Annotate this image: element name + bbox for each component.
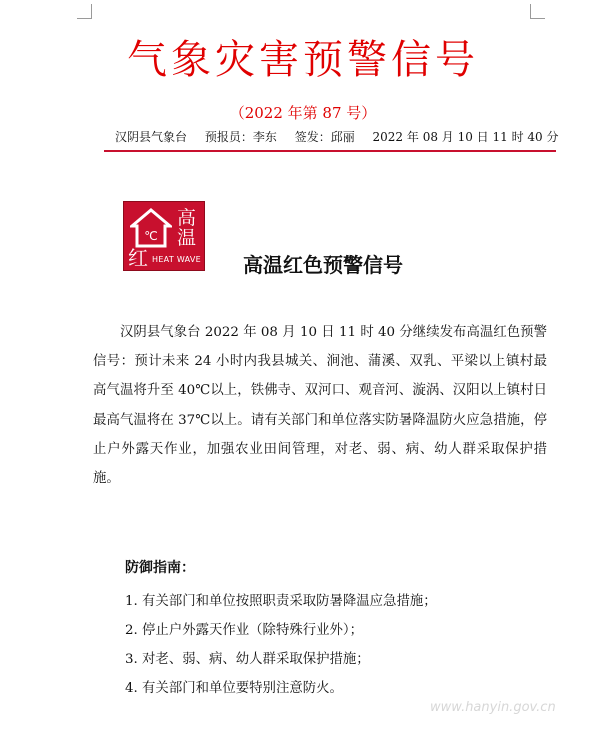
list-item: 4. 有关部门和单位要特别注意防火。 — [125, 681, 343, 696]
header-divider — [104, 150, 556, 152]
site-watermark: www.hanyin.gov.cn — [430, 700, 556, 715]
page-corner-mark-left — [77, 4, 92, 19]
issue-datetime: 2022 年 08 月 10 日 11 时 40 分 — [372, 130, 559, 144]
reporter: 预报员：李东 — [204, 130, 277, 144]
signal-title: 高温红色预警信号 — [243, 253, 403, 277]
heat-wave-red-badge — [123, 201, 205, 271]
issue-number: （2022 年第 87 号） — [229, 104, 377, 122]
document-title: 气象灾害预警信号 — [127, 37, 479, 83]
defense-guide-title: 防御指南： — [125, 560, 195, 576]
defense-guide-list — [125, 592, 565, 708]
list-item: 2. 停止户外露天作业（除特殊行业外）； — [125, 623, 363, 638]
agency-name: 汉阴县气象台 — [115, 130, 188, 144]
badge-char-gao: 高 — [177, 207, 197, 229]
list-item: 3. 对老、弱、病、幼人群采取保护措施； — [125, 652, 370, 667]
list-item: 1. 有关部门和单位按照职责采取防暑降温应急措施； — [125, 594, 437, 609]
celsius-label: ℃ — [144, 229, 158, 243]
badge-char-wen: 温 — [177, 227, 197, 249]
signer: 签发：邱丽 — [294, 130, 355, 144]
page-corner-mark-right — [530, 4, 545, 19]
warning-body-paragraph: 汉阴县气象台 2022 年 08 月 10 日 11 时 40 分继续发布高温红色预警信号：预计未来 24 小时内我县城关、涧池、蒲溪、双乳、平梁以上镇村最高气温将升至 40℃以上，铁佛寺、双河口、观音河、漩涡、汉阳以上镇村日最高气温将在 37℃以上。请有关部门和单位落实防暑降温防火应急措施，停止户外露天作业，加强农业田间管理，对老、弱、病、幼人群采取保护措施。 — [93, 325, 547, 487]
badge-char-hong: 红 — [128, 246, 148, 270]
issue-info-line — [115, 128, 559, 146]
thermometer-house-icon — [130, 208, 172, 250]
badge-english-label: HEAT WAVE — [152, 255, 202, 264]
